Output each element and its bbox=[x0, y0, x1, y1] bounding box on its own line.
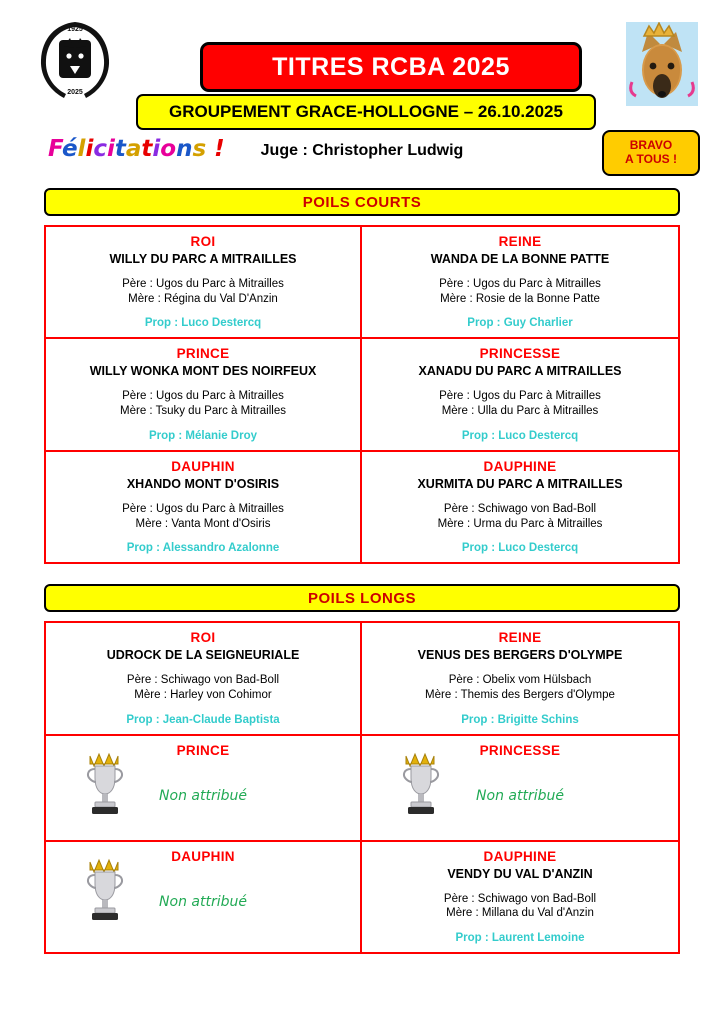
result-cell-prince bbox=[46, 339, 362, 449]
mother-line: Mère : Vanta Mont d'Osiris bbox=[135, 517, 271, 530]
dog-name: XURMITA DU PARC A MITRAILLES bbox=[417, 476, 623, 491]
dog-name: UDROCK DE LA SEIGNEURIALE bbox=[106, 648, 300, 663]
event-subtitle: GROUPEMENT GRACE-HOLLOGNE – 26.10.2025 bbox=[169, 102, 563, 121]
owner-line: Prop : Laurent Lemoine bbox=[455, 932, 585, 945]
mother-line: Mère : Urma du Parc à Mitrailles bbox=[437, 517, 603, 530]
table-row bbox=[46, 842, 678, 952]
section-heading-poils-longs bbox=[44, 584, 680, 612]
father-line: Père : Ugos du Parc à Mitrailles bbox=[122, 390, 284, 403]
felicitations-letter: l bbox=[77, 136, 86, 162]
result-cell-dauphin bbox=[46, 842, 362, 952]
mother-line: Mère : Rosie de la Bonne Patte bbox=[440, 292, 600, 305]
dog-name: WANDA DE LA BONNE PATTE bbox=[430, 252, 610, 266]
result-title: DAUPHIN bbox=[171, 848, 235, 864]
table-row bbox=[46, 227, 678, 339]
result-cell-princesse bbox=[362, 339, 678, 449]
felicitations-letter: n bbox=[176, 136, 193, 162]
owner-line: Prop : Guy Charlier bbox=[467, 317, 573, 330]
result-cell-dauphine bbox=[362, 842, 678, 952]
felicitations-letter: F bbox=[48, 136, 62, 162]
section-heading-label: POILS COURTS bbox=[302, 193, 422, 211]
result-title: REINE bbox=[498, 630, 542, 646]
owner-line: Prop : Brigitte Schins bbox=[461, 713, 579, 726]
felicitations-letter: c bbox=[93, 136, 107, 162]
parents-block bbox=[370, 892, 670, 921]
felicitations-letter: i bbox=[85, 136, 94, 162]
felicitations-letter: é bbox=[61, 136, 78, 162]
result-title: PRINCE bbox=[176, 346, 230, 362]
dog-name: WILLY DU PARC A MITRAILLES bbox=[109, 252, 297, 266]
page-header bbox=[0, 0, 724, 130]
section-heading-poils-courts bbox=[44, 188, 680, 216]
father-line: Père : Ugos du Parc à Mitrailles bbox=[439, 278, 601, 290]
result-cell-roi bbox=[46, 227, 362, 337]
table-row bbox=[46, 623, 678, 735]
mother-line: Mère : Ulla du Parc à Mitrailles bbox=[441, 405, 599, 418]
unassigned-label: Non attribué bbox=[159, 893, 247, 910]
father-line: Père : Schiwago von Bad-Boll bbox=[443, 892, 597, 905]
results-table-poils-longs bbox=[44, 621, 680, 954]
felicitations-letter: o bbox=[160, 136, 177, 162]
page-title: TITRES RCBA 2025 bbox=[272, 52, 510, 81]
parents-block bbox=[54, 277, 352, 306]
mother-line: Mère : Régina du Val D'Anzin bbox=[128, 292, 278, 305]
parents-block bbox=[54, 389, 352, 418]
felicitations-letter: i bbox=[106, 136, 115, 162]
result-title: PRINCE bbox=[176, 742, 230, 758]
felicitations-letter: a bbox=[125, 136, 142, 162]
results-table-poils-courts bbox=[44, 225, 680, 564]
trophy-icon bbox=[398, 750, 444, 816]
mother-line: Mère : Millana du Val d'Anzin bbox=[446, 907, 594, 920]
parents-block bbox=[370, 277, 670, 306]
parents-block bbox=[54, 673, 352, 702]
result-cell-reine bbox=[362, 227, 678, 337]
subtitle-banner bbox=[136, 94, 596, 130]
trophy-icon bbox=[82, 856, 128, 922]
result-title: DAUPHINE bbox=[483, 458, 557, 474]
dog-name: XHANDO MONT D'OSIRIS bbox=[126, 476, 280, 491]
result-title: ROI bbox=[190, 630, 216, 646]
parents-block bbox=[54, 502, 352, 531]
father-line: Père : Ugos du Parc à Mitrailles bbox=[122, 502, 284, 515]
table-row bbox=[46, 339, 678, 451]
result-cell-dauphine bbox=[362, 452, 678, 562]
judge-name: Juge : Christopher Ludwig bbox=[260, 142, 464, 159]
unassigned-label: Non attribué bbox=[476, 787, 564, 804]
result-title: REINE bbox=[498, 234, 542, 249]
owner-line: Prop : Luco Destercq bbox=[461, 542, 579, 555]
father-line: Père : Schiwago von Bad-Boll bbox=[126, 674, 280, 687]
table-row bbox=[46, 736, 678, 842]
bravo-line-2: A TOUS ! bbox=[624, 152, 677, 166]
dog-name: VENUS DES BERGERS D'OLYMPE bbox=[417, 648, 623, 663]
owner-line: Prop : Mélanie Droy bbox=[149, 429, 257, 442]
dog-name: VENDY DU VAL D'ANZIN bbox=[447, 866, 593, 881]
subheader-row bbox=[0, 130, 724, 182]
result-cell-reine bbox=[362, 623, 678, 733]
owner-line: Prop : Alessandro Azalonne bbox=[126, 542, 280, 555]
dog-name: XANADU DU PARC A MITRAILLES bbox=[418, 364, 622, 379]
dog-name: WILLY WONKA MONT DES NOIRFEUX bbox=[89, 364, 317, 379]
rcba-club-logo bbox=[36, 18, 114, 102]
father-line: Père : Ugos du Parc à Mitrailles bbox=[439, 390, 601, 403]
german-shepherd-mascot-icon bbox=[626, 22, 698, 106]
bravo-badge bbox=[602, 130, 700, 176]
felicitations-letter: t bbox=[141, 136, 153, 162]
result-title: ROI bbox=[190, 234, 216, 249]
owner-line: Prop : Luco Destercq bbox=[144, 317, 262, 330]
father-line: Père : Obelix vom Hülsbach bbox=[448, 674, 592, 687]
main-title-banner bbox=[200, 42, 582, 92]
unassigned-label: Non attribué bbox=[159, 787, 247, 804]
result-cell-princesse bbox=[362, 736, 678, 840]
father-line: Père : Schiwago von Bad-Boll bbox=[443, 502, 597, 515]
owner-line: Prop : Jean-Claude Baptista bbox=[126, 713, 280, 726]
trophy-icon bbox=[82, 750, 128, 816]
felicitations-letter: i bbox=[152, 136, 161, 162]
result-title: DAUPHINE bbox=[483, 848, 557, 864]
felicitations-letter: s bbox=[192, 136, 207, 162]
bravo-line-1: BRAVO bbox=[629, 138, 673, 153]
result-cell-roi bbox=[46, 623, 362, 733]
svg-text:2025: 2025 bbox=[67, 89, 83, 96]
mother-line: Mère : Themis des Bergers d'Olympe bbox=[425, 689, 615, 702]
owner-line: Prop : Luco Destercq bbox=[461, 429, 579, 442]
section-heading-label: POILS LONGS bbox=[307, 589, 416, 607]
felicitations-letter: ! bbox=[206, 136, 225, 162]
result-title: PRINCESSE bbox=[479, 346, 561, 362]
parents-block bbox=[370, 502, 670, 531]
parents-block bbox=[370, 673, 670, 702]
table-row bbox=[46, 452, 678, 564]
mother-line: Mère : Harley von Cohimor bbox=[134, 689, 272, 702]
father-line: Père : Ugos du Parc à Mitrailles bbox=[122, 278, 284, 290]
result-cell-prince bbox=[46, 736, 362, 840]
felicitations-letter: t bbox=[114, 136, 126, 162]
mother-line: Mère : Tsuky du Parc à Mitrailles bbox=[120, 405, 286, 418]
result-title: DAUPHIN bbox=[171, 458, 235, 474]
result-cell-dauphin bbox=[46, 452, 362, 562]
svg-text:1925: 1925 bbox=[67, 26, 83, 33]
result-title: PRINCESSE bbox=[479, 742, 561, 758]
parents-block bbox=[370, 389, 670, 418]
